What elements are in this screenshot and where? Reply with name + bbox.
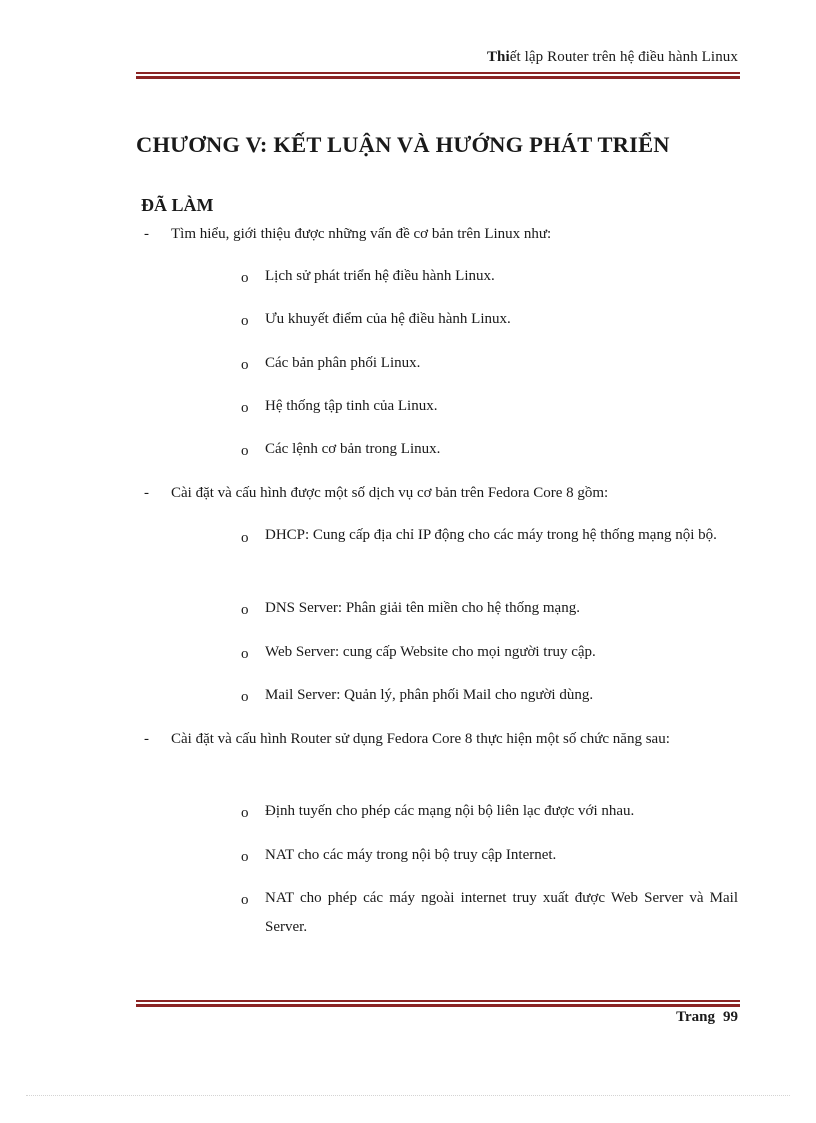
sub-list-item: Mail Server: Quản lý, phân phối Mail cho người dùng. <box>265 687 594 703</box>
chapter-title: CHƯƠNG V: KẾT LUẬN VÀ HƯỚNG PHÁT TRIỂN <box>136 132 670 157</box>
list-item: Cài đặt và cấu hình được một số dịch vụ cơ bản trên Fedora Core 8 gồm: <box>171 485 609 501</box>
sub-list-item: NAT cho phép các máy ngoài internet truy xuất được Web Server và Mail Server. <box>265 890 738 935</box>
dash-bullet: - <box>144 226 149 242</box>
circle-bullet: o <box>241 357 249 373</box>
circle-bullet: o <box>241 270 249 286</box>
sub-list-item: Ưu khuyết điểm của hệ điều hành Linux. <box>265 311 511 327</box>
circle-bullet: o <box>241 443 249 459</box>
page-label: Trang <box>676 1009 715 1025</box>
circle-bullet: o <box>241 400 249 416</box>
circle-bullet: o <box>241 530 249 546</box>
circle-bullet: o <box>241 892 249 908</box>
page-edge-divider <box>26 1095 790 1096</box>
footer-rule <box>136 1000 740 1007</box>
page-number: 99 <box>723 1009 738 1025</box>
circle-bullet: o <box>241 646 249 662</box>
sub-list-item: Định tuyến cho phép các mạng nội bộ liên lạc được với nhau. <box>265 803 635 819</box>
sub-list-item: NAT cho các máy trong nội bộ truy cập Internet. <box>265 847 557 863</box>
circle-bullet: o <box>241 805 249 821</box>
sub-list-item: Các bản phân phối Linux. <box>265 355 421 371</box>
circle-bullet: o <box>241 602 249 618</box>
circle-bullet: o <box>241 313 249 329</box>
sub-list-item: DHCP: Cung cấp địa chỉ IP động cho các máy trong hệ thống mạng nội bộ. <box>265 527 717 543</box>
sub-list-item: Hệ thống tập tinh của Linux. <box>265 398 438 414</box>
header-title: ết lập Router trên hệ điều hành Linux <box>509 49 738 65</box>
header-title-bold: Thi <box>486 49 510 65</box>
sub-list-item: Web Server: cung cấp Website cho mọi người truy cập. <box>265 644 596 660</box>
section-title: ĐÃ LÀM <box>141 195 214 215</box>
sub-list-item: DNS Server: Phân giải tên miền cho hệ thống mạng. <box>265 600 580 616</box>
list-item: Cài đặt và cấu hình Router sử dụng Fedora Core 8 thực hiện một số chức năng sau: <box>171 731 670 747</box>
circle-bullet: o <box>241 689 249 705</box>
list-item: Tìm hiểu, giới thiệu được những vấn đề cơ bản trên Linux như: <box>171 226 552 242</box>
circle-bullet: o <box>241 849 249 865</box>
dash-bullet: - <box>144 485 149 501</box>
dash-bullet: - <box>144 731 149 747</box>
page-header <box>136 49 738 66</box>
page-footer <box>536 1009 738 1026</box>
header-rule <box>136 72 740 79</box>
sub-list-item: Các lệnh cơ bản trong Linux. <box>265 441 441 457</box>
sub-list-item: Lịch sử phát triển hệ điều hành Linux. <box>265 268 495 284</box>
